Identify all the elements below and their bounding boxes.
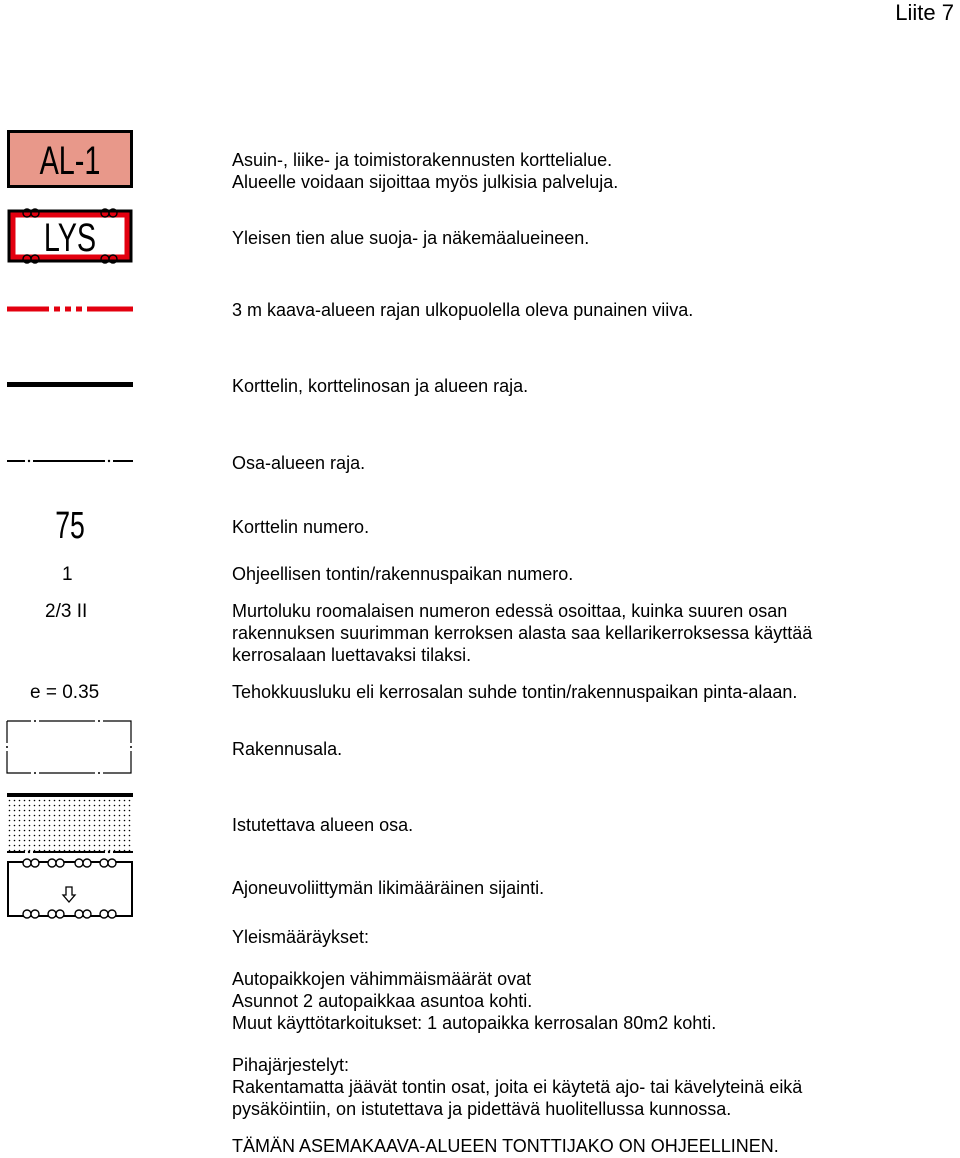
al1-symbol-label: AL-1 <box>39 139 101 183</box>
planted-area-symbol <box>7 793 133 857</box>
efficiency-symbol: e = 0.35 <box>30 682 100 703</box>
lys-symbol-label: LYS <box>43 216 97 260</box>
sub-area-border-line <box>7 458 133 464</box>
yard-title: Pihajärjestelyt: <box>232 1055 350 1075</box>
parking-line-3: Muut käyttötarkoitukset: 1 autopaikka kerrosalan 80m2 kohti. <box>232 1013 717 1033</box>
block-number-symbol: 75 <box>55 505 85 547</box>
efficiency-description: Tehokkuusluku eli kerrosalan suhde tontin/rakennuspaikan pinta-alaan. <box>232 682 798 702</box>
vehicle-access-symbol <box>7 858 133 920</box>
appendix-label: Liite 7 <box>895 0 954 25</box>
lys-zone-symbol <box>7 206 133 266</box>
al1-description-line-2: Alueelle voidaan sijoittaa myös julkisia palveluja. <box>232 172 619 192</box>
yard-line-2: pysäköintiin, on istutettava ja pidettävä huolitellussa kunnossa. <box>232 1099 732 1119</box>
red-line-description: 3 m kaava-alueen rajan ulkopuolella oleva punainen viiva. <box>232 300 694 320</box>
general-regulations-title: Yleismääräykset: <box>232 927 370 947</box>
building-area-symbol <box>7 717 133 777</box>
yard-line-1: Rakentamatta jäävät tontin osat, joita ei käytetä ajo- tai kävelyteinä eikä <box>232 1077 803 1097</box>
fraction-description-line-2: rakennuksen suurimman kerroksen alasta saa kellarikerroksessa käyttää <box>232 623 813 643</box>
building-area-description: Rakennusala. <box>232 739 343 759</box>
al1-description-line-1: Asuin-, liike- ja toimistorakennusten korttelialue. <box>232 150 613 170</box>
arrow-down-outline-icon <box>62 886 76 904</box>
lys-description: Yleisen tien alue suoja- ja näkemäalueineen. <box>232 228 590 248</box>
parking-line-2: Asunnot 2 autopaikkaa asuntoa kohti. <box>232 991 533 1011</box>
fraction-description-line-1: Murtoluku roomalaisen numeron edessä osoittaa, kuinka suuren osan <box>232 601 788 621</box>
plot-number-symbol: 1 <box>62 564 73 585</box>
plot-division-notice: TÄMÄN ASEMAKAAVA-ALUEEN TONTTIJAKO ON OHJEELLINEN. <box>232 1136 779 1156</box>
al1-zone-symbol <box>7 130 133 188</box>
block-border-line <box>7 382 133 387</box>
block-number-description: Korttelin numero. <box>232 517 370 537</box>
basement-fraction-symbol: 2/3 II <box>45 601 88 622</box>
red-line-symbol <box>7 305 133 313</box>
sub-area-border-description: Osa-alueen raja. <box>232 453 366 473</box>
fraction-description-line-3: kerrosalaan luettavaksi tilaksi. <box>232 645 472 665</box>
block-border-description: Korttelin, korttelinosan ja alueen raja. <box>232 376 529 396</box>
parking-line-1: Autopaikkojen vähimmäismäärät ovat <box>232 969 532 989</box>
plot-number-description: Ohjeellisen tontin/rakennuspaikan numero. <box>232 564 574 584</box>
vehicle-access-description: Ajoneuvoliittymän likimääräinen sijainti. <box>232 878 545 898</box>
planted-area-description: Istutettava alueen osa. <box>232 815 414 835</box>
